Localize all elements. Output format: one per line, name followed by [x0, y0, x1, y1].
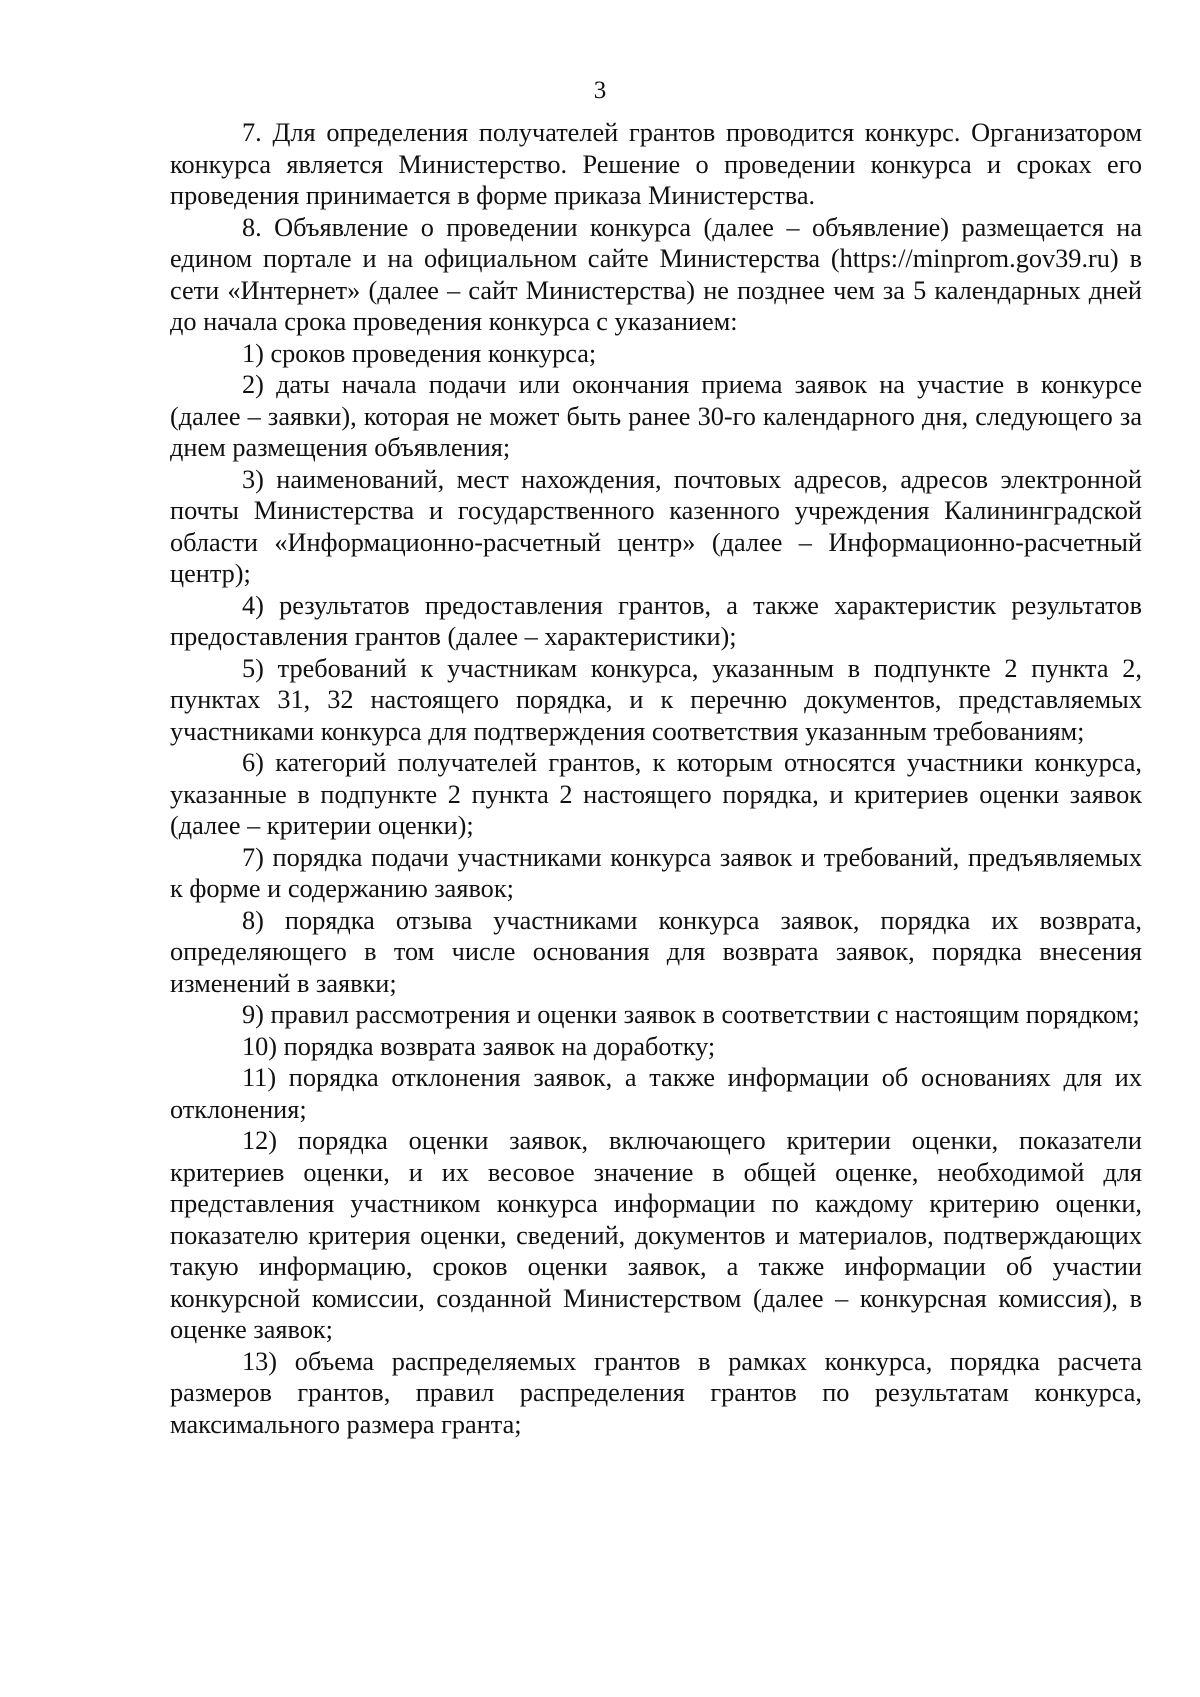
list-item-9: 9) правил рассмотрения и оценки заявок в соответствии с настоящим порядком; — [242, 1000, 1140, 1029]
page-number: 3 — [593, 77, 607, 104]
list-item-6: 6) категорий получателей грантов, к которым относятся участники конкурса, указанные в подпункте 2 пункта 2 настоящего порядка, и критериев оценки заявок (далее – критерии оценки); — [170, 748, 1142, 840]
list-item-12: 12) порядка оценки заявок, включающего критерии оценки, показатели критериев оценки, и их весовое значение в общей оценке, необходимой для представления участником конкурса информации по каждому критерию оценки, показателю критерия оценки, сведений, документов и материалов, подтверждающих такую информацию, сроков оценки заявок, а также информации об участии конкурсной комиссии, созданной Министерством (далее – конкурсная комиссия), в оценке заявок; — [170, 1126, 1142, 1344]
list-item-10: 10) порядка возврата заявок на доработку; — [242, 1031, 716, 1061]
paragraph-8: 8. Объявление о проведении конкурса (далее – объявление) размещается на едином портале и на официальном сайте Министерства (https://minprom.gov39.ru) в сети «Интернет» (далее – сайт Министерства) не позднее чем за 5 календарных дней до начала срока проведения конкурса с указанием: — [170, 212, 1142, 336]
document-body — [170, 117, 1142, 1440]
list-item-3: 3) наименований, мест нахождения, почтовых адресов, адресов электронной почты Министерства и государственного казенного учреждения Калининградской области «Информационно-расчетный центр» (далее – Информационно-расчетный центр); — [170, 464, 1142, 588]
list-item-1: 1) сроков проведения конкурса; — [242, 338, 597, 368]
paragraph-7: 7. Для определения получателей грантов проводится конкурс. Организатором конкурса является Министерство. Решение о проведении конкурса и сроках его проведения принимается в форме приказа Министерства. — [170, 118, 1142, 210]
list-item-8: 8) порядка отзыва участниками конкурса заявок, порядка их возврата, определяющего в том числе основания для возврата заявок, порядка внесения изменений в заявки; — [170, 905, 1142, 998]
list-item-4: 4) результатов предоставления грантов, а также характеристик результатов предоставления грантов (далее – характеристики); — [170, 590, 1142, 651]
list-item-13: 13) объема распределяемых грантов в рамках конкурса, порядка расчета размеров грантов, правил распределения грантов по результатам конкурса, максимального размера гранта; — [170, 1346, 1142, 1439]
list-item-7: 7) порядка подачи участниками конкурса заявок и требований, предъявляемых к форме и содержанию заявок; — [170, 842, 1142, 903]
list-item-11: 11) порядка отклонения заявок, а также информации об основаниях для их отклонения; — [170, 1063, 1142, 1124]
list-item-2: 2) даты начала подачи или окончания приема заявок на участие в конкурсе (далее – заявки), которая не может быть ранее 30-го календарного дня, следующего за днем размещения объявления; — [170, 370, 1142, 462]
list-item-5: 5) требований к участникам конкурса, указанным в подпункте 2 пункта 2, пунктах 31, 32 настоящего порядка, и к перечню документов, представляемых участниками конкурса для подтверждения соответствия указанным требованиям; — [170, 653, 1142, 746]
